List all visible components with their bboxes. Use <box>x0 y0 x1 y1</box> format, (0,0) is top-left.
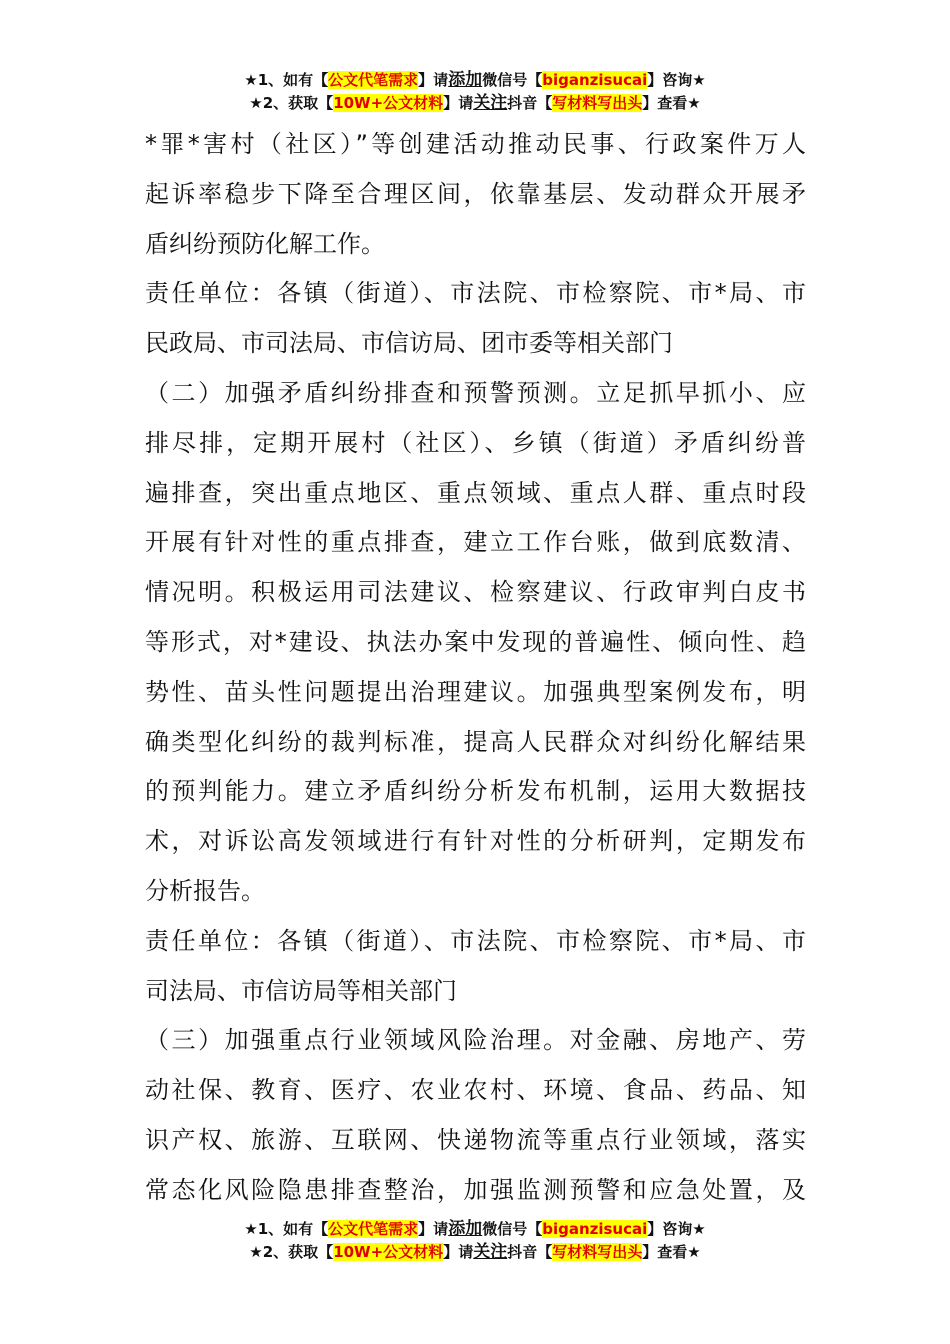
banner-text: 微信号【 <box>482 71 543 89</box>
banner-highlight: 10W+公文材料 <box>333 1243 444 1261</box>
banner-text: ★2、获取【 <box>249 94 334 112</box>
banner-highlight: biganzisucai <box>542 1220 648 1238</box>
banner-text: 】请 <box>443 1243 474 1261</box>
banner-highlight: 公文代笔需求 <box>328 71 419 89</box>
text-line: 确类型化纠纷的裁判标准，提高人民群众对纠纷化解结果 <box>145 727 806 756</box>
text-line: 遍排查，突出重点地区、重点领域、重点人群、重点时段 <box>145 478 806 507</box>
text-line: 责任单位：各镇（街道）、市法院、市检察院、市*局、市 <box>145 279 806 308</box>
text-line: 盾纠纷预防化解工作。 <box>145 229 385 258</box>
banner-text: 抖音【 <box>507 94 553 112</box>
text-line: 势性、苗头性问题提出治理建议。加强典型案例发布，明 <box>145 677 806 706</box>
banner-highlight: biganzisucai <box>542 71 648 89</box>
text-line: 排尽排，定期开展村（社区）、乡镇（街道）矛盾纠纷普 <box>145 428 806 457</box>
footer-banner <box>0 1218 950 1264</box>
document-body <box>145 120 806 1216</box>
text-line: 起诉率稳步下降至合理区间，依靠基层、发动群众开展矛 <box>145 179 806 208</box>
banner-emphasis: 添加 <box>448 70 483 90</box>
text-line: 开展有针对性的重点排查，建立工作台账，做到底数清、 <box>145 528 806 557</box>
text-line: 动社保、教育、医疗、农业农村、环境、食品、药品、知 <box>145 1076 806 1105</box>
text-line: *罪*害村（社区）”等创建活动推动民事、行政案件万人 <box>145 130 806 158</box>
text-line: 识产权、旅游、互联网、快递物流等重点行业领域，落实 <box>145 1125 806 1154</box>
text-line: 等形式，对*建设、执法办案中发现的普遍性、倾向性、趋 <box>145 627 806 656</box>
banner-text: ★1、如有【 <box>244 1220 329 1238</box>
banner-text: ★1、如有【 <box>244 71 329 89</box>
header-banner <box>0 69 950 115</box>
text-line: 术，对诉讼高发领域进行有针对性的分析研判，定期发布 <box>145 827 806 856</box>
text-line: （二）加强矛盾纠纷排查和预警预测。立足抓早抓小、应 <box>145 378 806 407</box>
text-line: 司法局、市信访局等相关部门 <box>145 976 457 1005</box>
text-line: 民政局、市司法局、市信访局、团市委等相关部门 <box>145 329 673 358</box>
banner-line-1 <box>0 69 950 92</box>
banner-emphasis: 添加 <box>448 1219 483 1239</box>
banner-emphasis: 关注 <box>473 93 508 113</box>
banner-highlight: 写材料写出头 <box>552 1243 643 1261</box>
banner-text: 】咨询★ <box>647 1220 706 1238</box>
banner-line-2 <box>0 1241 950 1264</box>
banner-highlight: 公文代笔需求 <box>328 1220 419 1238</box>
banner-highlight: 写材料写出头 <box>552 94 643 112</box>
banner-text: 】查看★ <box>642 1243 701 1261</box>
banner-text: 抖音【 <box>507 1243 553 1261</box>
banner-text: 】查看★ <box>642 94 701 112</box>
text-line: （三）加强重点行业领域风险治理。对金融、房地产、劳 <box>145 1026 806 1055</box>
banner-text: 】咨询★ <box>647 71 706 89</box>
text-line: 常态化风险隐患排查整治，加强监测预警和应急处置，及 <box>145 1175 806 1204</box>
text-line: 的预判能力。建立矛盾纠纷分析发布机制，运用大数据技 <box>145 777 806 806</box>
banner-text: 】请 <box>418 71 449 89</box>
text-line: 责任单位：各镇（街道）、市法院、市检察院、市*局、市 <box>145 926 806 955</box>
text-line: 情况明。积极运用司法建议、检察建议、行政审判白皮书 <box>145 578 806 607</box>
banner-line-1 <box>0 1218 950 1241</box>
text-line: 分析报告。 <box>145 876 265 905</box>
banner-text: 】请 <box>418 1220 449 1238</box>
banner-text: 微信号【 <box>482 1220 543 1238</box>
banner-text: 】请 <box>443 94 474 112</box>
banner-text: ★2、获取【 <box>249 1243 334 1261</box>
banner-highlight: 10W+公文材料 <box>333 94 444 112</box>
banner-line-2 <box>0 92 950 115</box>
banner-emphasis: 关注 <box>473 1242 508 1262</box>
